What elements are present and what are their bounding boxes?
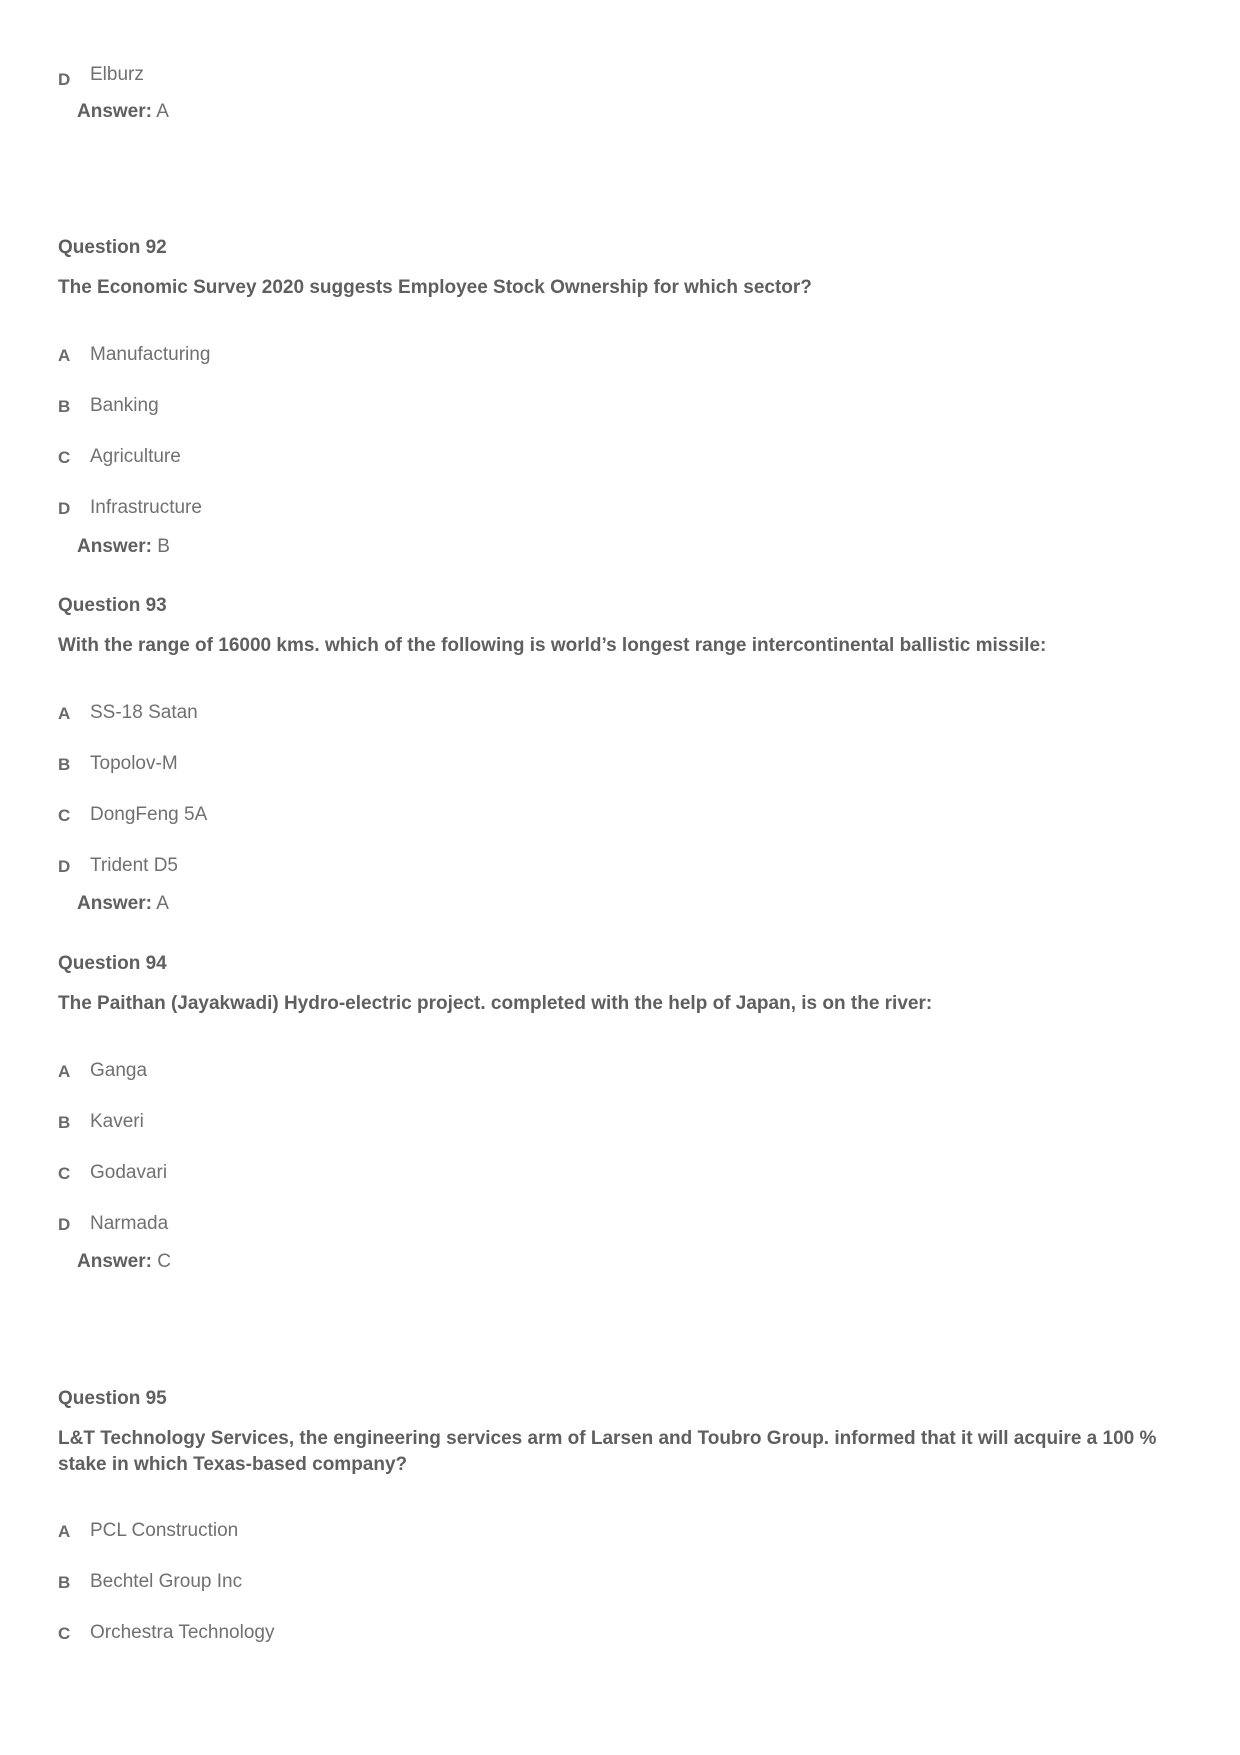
- answer-line: [77, 1251, 171, 1273]
- answer-label: Answer:: [77, 536, 152, 557]
- question-text: With the range of 16000 kms. which of the following is world’s longest range intercontinental ballistic missile:: [58, 635, 1047, 656]
- answer-value: C: [157, 1251, 171, 1272]
- question-text: The Paithan (Jayakwadi) Hydro-electric project. completed with the help of Japan, is on the river:: [58, 993, 933, 1014]
- option-text: Orchestra Technology: [90, 1622, 275, 1643]
- option-letter: D: [58, 70, 71, 89]
- answer-label: Answer:: [77, 101, 152, 122]
- option-letter: A: [58, 704, 71, 723]
- option-letter: B: [58, 755, 71, 774]
- answer-label: Answer:: [77, 893, 152, 914]
- question-text: The Economic Survey 2020 suggests Employee Stock Ownership for which sector?: [58, 277, 812, 298]
- question-title: Question 92: [58, 237, 167, 258]
- answer-line: [77, 101, 169, 123]
- option-text: Topolov-M: [90, 753, 178, 774]
- option-text: Trident D5: [90, 855, 178, 876]
- option-letter: A: [58, 1062, 71, 1081]
- option-letter: A: [58, 1522, 71, 1541]
- answer-value: B: [157, 536, 170, 557]
- option-text: Banking: [90, 395, 159, 416]
- option-text: SS-18 Satan: [90, 702, 198, 723]
- option-letter: D: [58, 1215, 71, 1234]
- option-letter: C: [58, 806, 71, 825]
- option-text: Kaveri: [90, 1111, 144, 1132]
- question-title: Question 95: [58, 1388, 167, 1409]
- option-text: Agriculture: [90, 446, 181, 467]
- option-letter: D: [58, 857, 71, 876]
- option-text: Ganga: [90, 1060, 148, 1081]
- answer-line: [77, 893, 169, 915]
- option-letter: A: [58, 346, 71, 365]
- option-text: Elburz: [90, 64, 144, 85]
- option-text: Infrastructure: [90, 497, 202, 518]
- option-letter: B: [58, 1113, 71, 1132]
- option-text: Manufacturing: [90, 344, 211, 365]
- question-text: L&T Technology Services, the engineering services arm of Larsen and Toubro Group. informed that it will acquire a 100 % stake in which Texas-based company?: [58, 1428, 1157, 1475]
- question-title: Question 94: [58, 953, 167, 974]
- option-letter: D: [58, 499, 71, 518]
- option-text: Godavari: [90, 1162, 168, 1183]
- answer-value: A: [156, 893, 169, 914]
- option-letter: C: [58, 1164, 71, 1183]
- option-text: Bechtel Group Inc: [90, 1571, 243, 1592]
- option-letter: B: [58, 1573, 71, 1592]
- option-text: DongFeng 5A: [90, 804, 208, 825]
- answer-value: A: [156, 101, 169, 122]
- option-letter: C: [58, 1624, 71, 1643]
- option-letter: B: [58, 397, 71, 416]
- option-text: PCL Construction: [90, 1520, 239, 1541]
- option-letter: C: [58, 448, 71, 467]
- option-text: Narmada: [90, 1213, 169, 1234]
- answer-label: Answer:: [77, 1251, 152, 1272]
- question-title: Question 93: [58, 595, 167, 616]
- answer-line: [77, 536, 170, 558]
